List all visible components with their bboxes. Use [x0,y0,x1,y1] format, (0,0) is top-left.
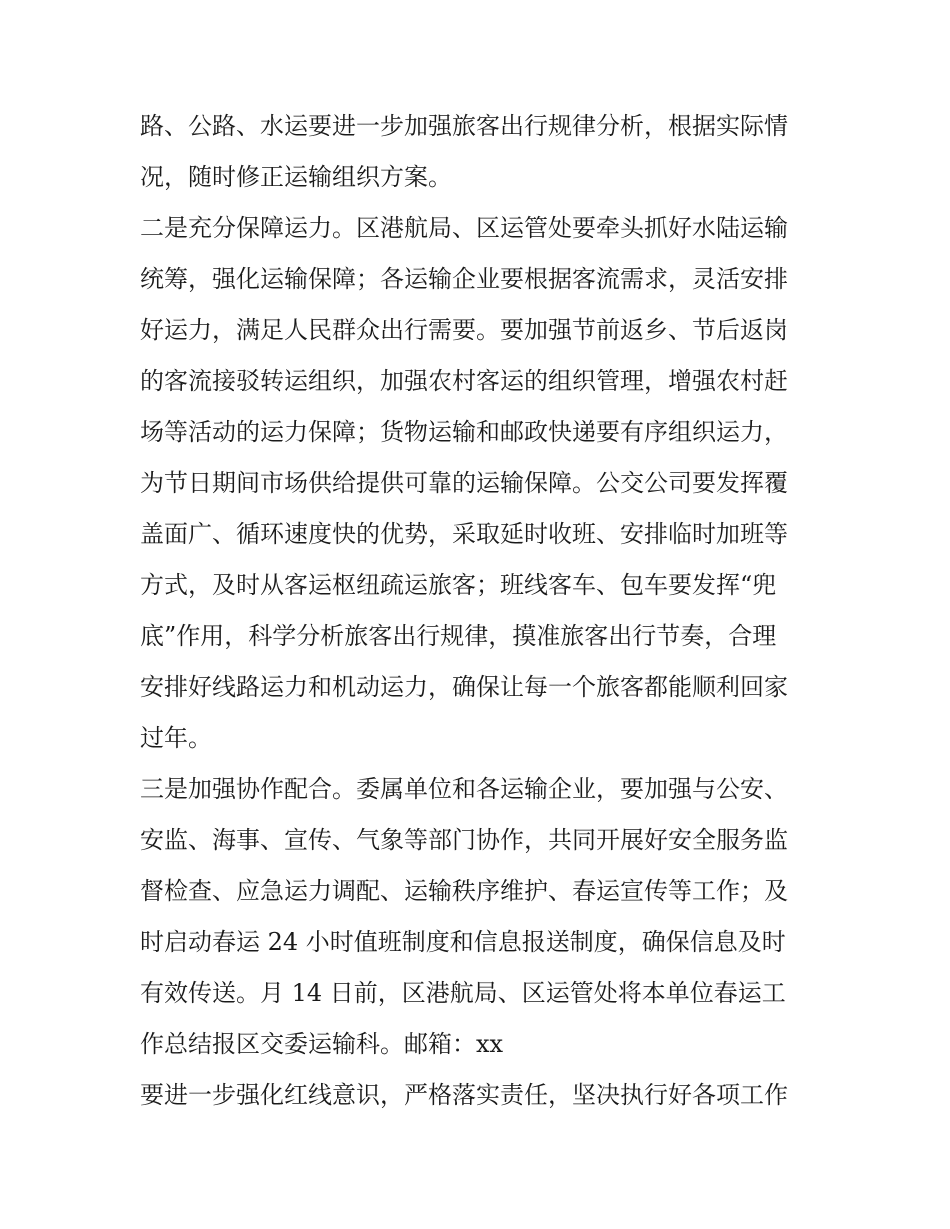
text-line-16: 督检查、应急运力调配、运输秩序维护、春运宣传等工作；及 [140,877,788,905]
text-line-20: 要进一步强化红线意识，严格落实责任，坚决执行好各项工作 [140,1081,788,1109]
text-line-14: 三是加强协作配合。委属单位和各运输企业，要加强与公安、 [140,775,788,803]
text-line-7: 场等活动的运力保障；货物运输和邮政快递要有序组织运力， [140,418,788,446]
text-line-13: 过年。 [140,724,212,752]
document-body [140,101,820,1121]
text-line-3: 二是充分保障运力。区港航局、区运管处要牵头抓好水陆运输 [140,214,788,242]
text-line-2: 况，随时修正运输组织方案。 [140,163,452,191]
text-line-19: 作总结报区交委运输科。邮箱：xx [140,1030,504,1058]
text-line-8: 为节日期间市场供给提供可靠的运输保障。公交公司要发挥覆 [140,469,788,497]
text-line-15: 安监、海事、宣传、气象等部门协作，共同开展好安全服务监 [140,826,788,854]
text-line-4: 统筹，强化运输保障；各运输企业要根据客流需求，灵活安排 [140,265,788,293]
text-line-1: 路、公路、水运要进一步加强旅客出行规律分析，根据实际情 [140,112,788,140]
text-line-6: 的客流接驳转运组织，加强农村客运的组织管理，增强农村赶 [140,367,788,395]
text-line-11: 底”作用，科学分析旅客出行规律，摸准旅客出行节奏，合理 [140,622,777,650]
text-line-10: 方式，及时从客运枢纽疏运旅客；班线客车、包车要发挥“兜 [140,571,777,599]
text-line-12: 安排好线路运力和机动运力，确保让每一个旅客都能顺利回家 [140,673,788,701]
text-line-9: 盖面广、循环速度快的优势，采取延时收班、安排临时加班等 [140,520,788,548]
text-line-5: 好运力，满足人民群众出行需要。要加强节前返乡、节后返岗 [140,316,788,344]
text-line-18: 有效传送。月 14 日前，区港航局、区运管处将本单位春运工 [140,979,786,1007]
text-line-17: 时启动春运 24 小时值班制度和信息报送制度，确保信息及时 [140,928,786,956]
